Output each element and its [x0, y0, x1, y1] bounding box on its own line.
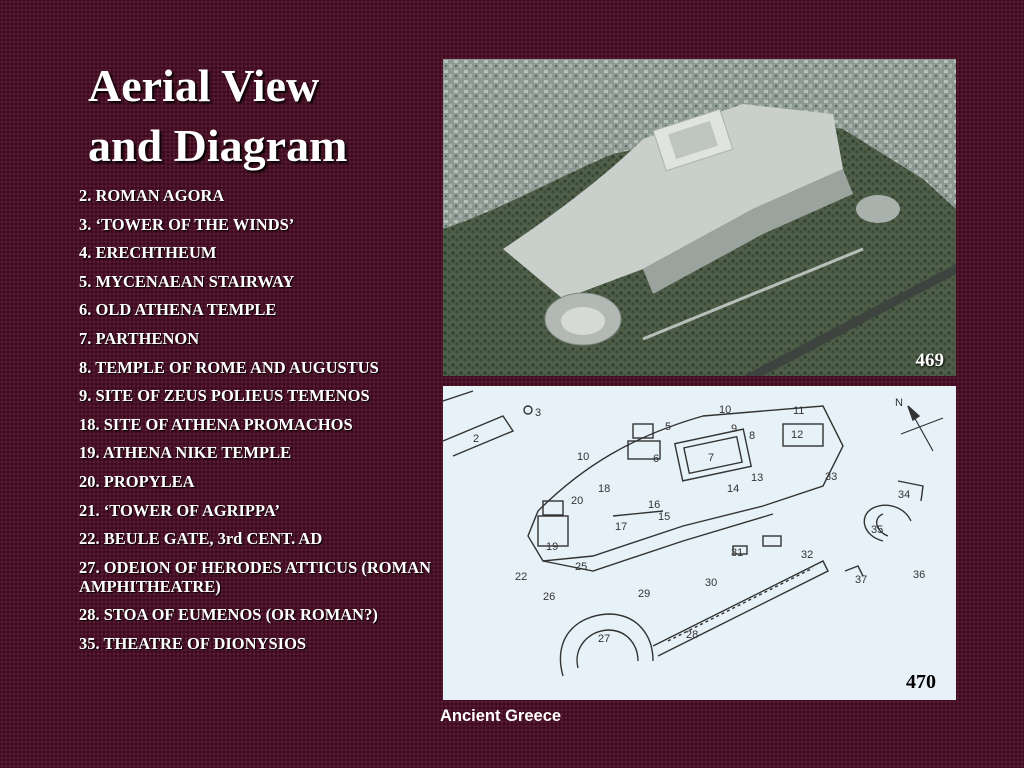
legend-item: 8. TEMPLE OF ROME AND AUGUSTUS	[79, 357, 379, 377]
diagram-label: 32	[801, 549, 814, 561]
diagram-label: 11	[793, 405, 805, 417]
diagram-label: 14	[727, 483, 740, 495]
diagram-label: 30	[705, 577, 718, 589]
diagram-label: 31	[731, 547, 744, 559]
site-legend-list	[79, 186, 435, 663]
legend-item: 22. BEULE GATE, 3rd CENT. AD	[79, 529, 323, 549]
diagram-label: 35	[871, 524, 884, 536]
diagram-label: 8	[749, 430, 756, 442]
legend-item: 3. ‘TOWER OF THE WINDS’	[79, 214, 295, 234]
diagram-label: 25	[575, 561, 588, 573]
compass-north-label: N	[895, 397, 903, 409]
legend-item: 2. ROMAN AGORA	[79, 186, 225, 205]
legend-item: 19. ATHENA NIKE TEMPLE	[79, 443, 292, 463]
diagram-label: 36	[913, 569, 926, 581]
figure-number-470: 470	[906, 671, 936, 693]
diagram-label: 28	[686, 629, 699, 641]
title-line-2: and Diagram	[88, 120, 348, 171]
legend-item: 18. SITE OF ATHENA PROMACHOS	[79, 414, 353, 434]
diagram-label: 18	[598, 483, 611, 495]
site-plan-illustration	[443, 386, 956, 700]
legend-item: 9. SITE OF ZEUS POLIEUS TEMENOS	[79, 386, 370, 406]
diagram-label: 27	[598, 633, 611, 645]
legend-item: 5. MYCENAEAN STAIRWAY	[79, 271, 295, 291]
diagram-label: 13	[751, 472, 764, 484]
diagram-label: 16	[648, 499, 661, 511]
diagram-label: 6	[653, 453, 660, 465]
diagram-label: 19	[546, 541, 559, 553]
legend-item: 20. PROPYLEA	[79, 471, 195, 491]
aerial-photo-illustration	[443, 59, 956, 376]
legend-item: 35. THEATRE OF DIONYSIOS	[79, 633, 307, 653]
diagram-label: 26	[543, 591, 556, 603]
diagram-label: 33	[825, 471, 838, 483]
legend-item: 4. ERECHTHEUM	[79, 243, 217, 263]
diagram-label: 37	[855, 574, 868, 586]
diagram-label: 5	[665, 421, 672, 433]
diagram-label: 15	[658, 511, 671, 523]
legend-item: 6. OLD ATHENA TEMPLE	[79, 300, 277, 320]
slide-title	[88, 56, 428, 176]
legend-item: 21. ‘TOWER OF AGRIPPA’	[79, 500, 281, 520]
diagram-label: 29	[638, 588, 651, 600]
legend-item: 27. ODEION OF HERODES ATTICUS (ROMAN AMPHITHEATRE)	[79, 557, 432, 596]
legend-item: 7. PARTHENON	[79, 328, 200, 348]
site-diagram	[443, 386, 956, 700]
legend-item: 28. STOA OF EUMENOS (OR ROMAN?)	[79, 605, 378, 625]
diagram-label: 7	[708, 452, 715, 464]
title-line-1: Aerial View	[88, 60, 320, 111]
diagram-label: 17	[615, 521, 628, 533]
diagram-label: 9	[731, 423, 738, 435]
diagram-label: 20	[571, 495, 584, 507]
caption-footer: Ancient Greece	[440, 707, 562, 725]
diagram-label: 2	[473, 433, 480, 445]
diagram-label: 10	[577, 451, 590, 463]
diagram-label: 34	[898, 489, 911, 501]
aerial-photo	[443, 59, 956, 376]
diagram-label: 10	[719, 404, 732, 416]
diagram-label: 12	[791, 429, 804, 441]
diagram-label: 3	[535, 407, 542, 419]
diagram-label: 22	[515, 571, 528, 583]
figure-number-469: 469	[915, 350, 944, 371]
